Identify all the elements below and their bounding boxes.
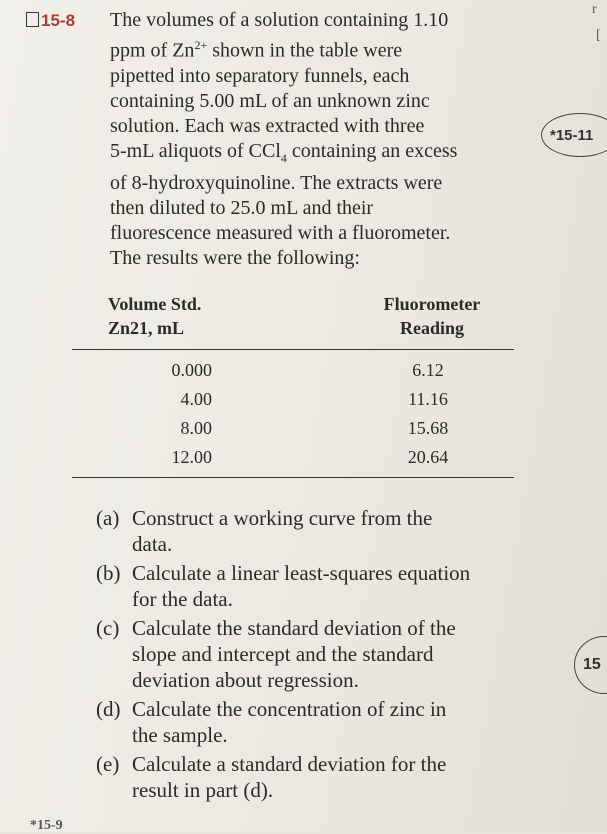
table-row <box>72 447 514 476</box>
problem-statement <box>26 8 526 271</box>
reading-cell: 11.16 <box>408 389 448 409</box>
question-part: (a) Construct a working curve from the data. <box>96 506 433 556</box>
edge-mark: [ <box>596 28 601 43</box>
problem-line: solution. Each was extracted with three <box>110 114 425 137</box>
col-volume-header: Volume Std. Zn21, mL <box>108 294 202 338</box>
reading-cell: 15.68 <box>407 418 449 438</box>
margin-reference-badge: 15 <box>574 636 607 694</box>
data-table <box>72 292 514 467</box>
reading-cell: 20.64 <box>407 447 449 467</box>
table-header <box>72 292 514 344</box>
question-part: (c) Calculate the standard deviation of the slope and intercept and the standard deviation about regression. <box>96 616 456 692</box>
problem-text <box>110 8 526 271</box>
volume-cell: 4.00 <box>180 389 212 409</box>
part-label: (b) <box>96 561 121 585</box>
table-row <box>72 389 514 418</box>
part-label: (a) <box>96 506 120 530</box>
header-rule <box>72 349 514 350</box>
problem-line: containing 5.00 mL of an unknown zinc <box>110 89 430 112</box>
part-label: (e) <box>96 752 120 776</box>
edge-mark: r <box>592 2 597 17</box>
ccl-subscript: 4 <box>280 150 287 165</box>
zn-charge: 2+ <box>194 38 208 52</box>
problem-line: The results were the following: <box>110 246 360 269</box>
table-body <box>72 360 514 476</box>
problem-line: of 8-hydroxyquinoline. The extracts were <box>110 171 443 194</box>
problem-line: The volumes of a solution containing 1.10 <box>110 9 449 31</box>
problem-line: 5-mL aliquots of CCl$_4$ containing an excess <box>110 139 458 165</box>
question-part: (b) Calculate a linear least-squares equation for the data. <box>96 561 471 611</box>
question-parts <box>96 505 566 806</box>
problem-number: 15-8 <box>41 11 76 30</box>
problem-line: pipetted into separatory funnels, each <box>110 64 410 87</box>
problem-line: fluorescence measured with a fluorometer. <box>110 221 451 244</box>
margin-reference-badge: *15-11 <box>541 113 607 157</box>
part-label: (d) <box>96 697 121 721</box>
footer-rule <box>72 477 514 478</box>
volume-cell: 0.000 <box>171 360 212 380</box>
problem-checkbox[interactable] <box>26 12 39 27</box>
volume-cell: 8.00 <box>180 418 212 438</box>
table-row <box>72 418 514 447</box>
question-part: (e) Calculate a standard deviation for the result in part (d). <box>96 752 447 802</box>
question-part: (d) Calculate the concentration of zinc in the sample. <box>96 697 447 747</box>
next-problem-marker: *15-9 <box>30 818 63 833</box>
col-reading-header: Fluorometer Reading <box>383 294 481 338</box>
volume-cell: 12.00 <box>171 447 212 467</box>
problem-line: then diluted to 25.0 mL and their <box>110 196 374 219</box>
reading-cell: 6.12 <box>412 360 444 380</box>
problem-line: ppm of $Zn^{2+}$ shown in the table were <box>110 38 403 62</box>
part-label: (c) <box>96 616 120 640</box>
table-row <box>72 360 514 389</box>
